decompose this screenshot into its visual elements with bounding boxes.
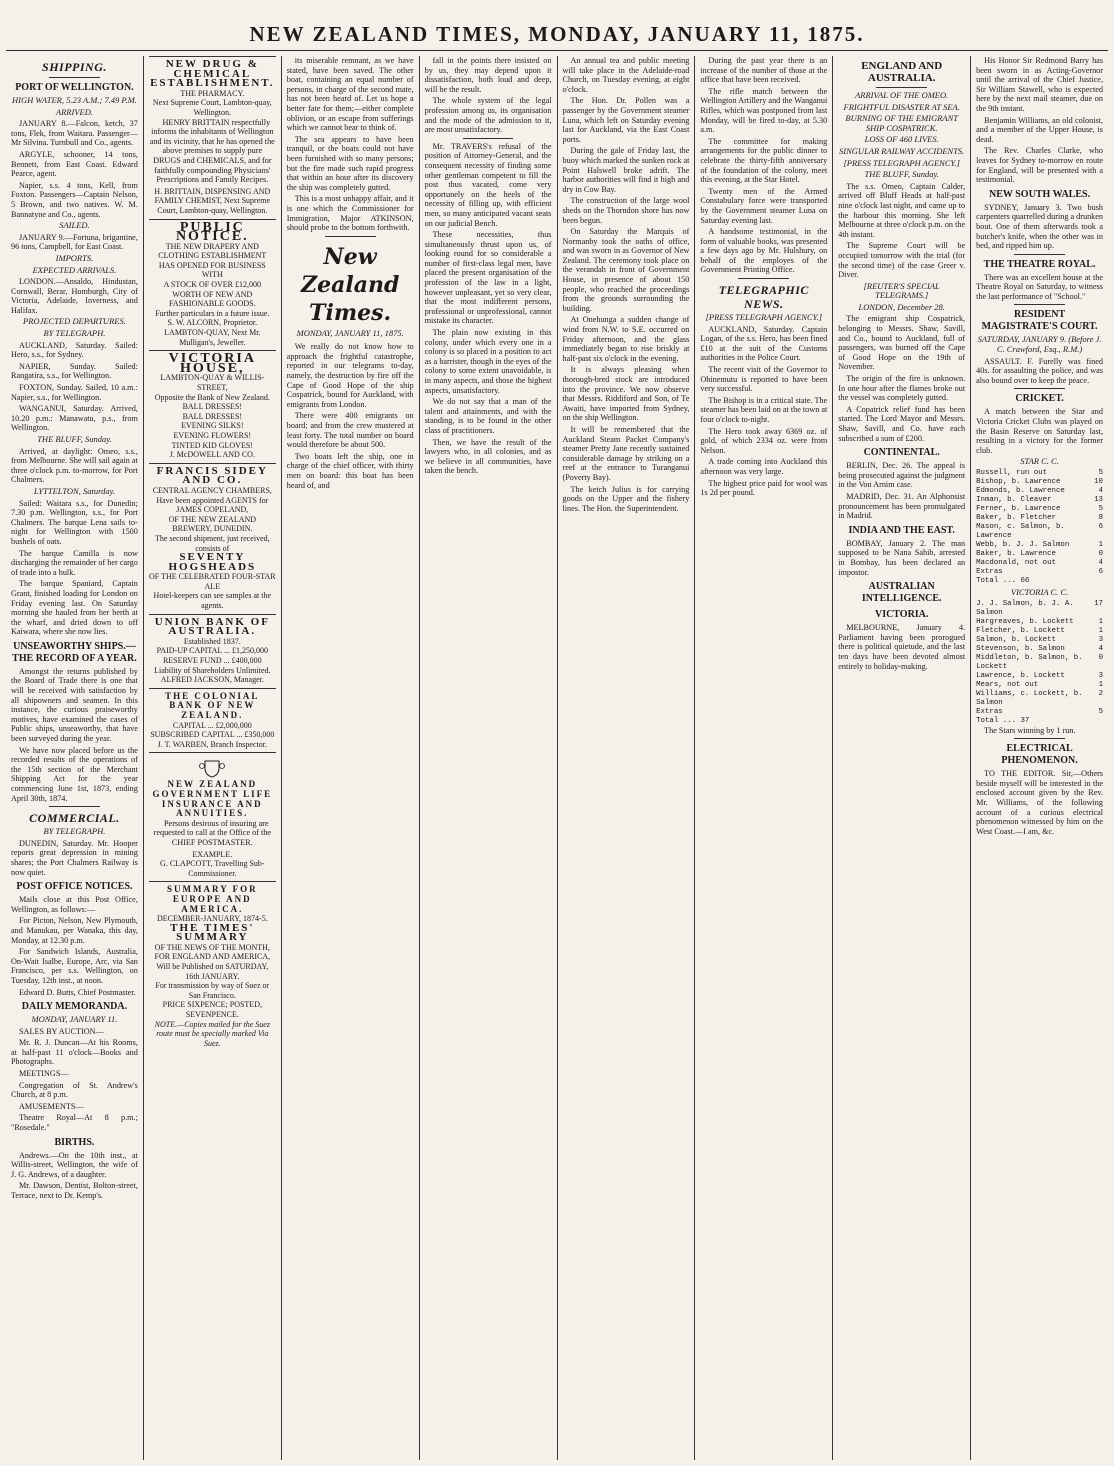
article-paragraph: fall in the points there insisted on by us, they may depend upon it dissatisfaction, both loud and deep, will be the result. <box>424 56 552 94</box>
runs: 6 <box>1098 568 1103 576</box>
article-paragraph: LONDON.—Ansaldo, Hindustan, Cornwall, Berar, Homburgh, City of Victoria, Adelaide, Inverness, and Halifax. <box>11 277 138 315</box>
subheading: FRIGHTFUL DISASTER AT SEA. <box>843 101 960 112</box>
runs: 8 <box>1098 514 1103 522</box>
article-paragraph: Twenty men of the Armed Constabulary force were transported by the Government steamer Luna on Saturday evening last. <box>700 186 828 225</box>
score-row <box>976 568 1103 577</box>
runs: 3 <box>1098 635 1103 644</box>
batsman-name: Stevenson, b. Salmon <box>976 644 1065 653</box>
article-paragraph: We have now placed before us the recorded results of the operations of the 15th section of the Merchant Shipping Act for the year commencing June 1st, 1873, ending April 30th, 1874. <box>11 745 138 803</box>
commercial-heading: COMMERCIAL. <box>29 811 120 826</box>
score-row <box>976 618 1103 627</box>
telegraphic-news-heading: TELEGRAPHIC NEWS. <box>718 283 809 312</box>
score-row <box>976 645 1103 654</box>
runs: 5 <box>1098 505 1103 513</box>
subheading: ARRIVAL OF THE OMEO. <box>855 90 949 100</box>
article-paragraph: MADRID, Dec. 31. An Alphonsist pronouncement has been promulgated in Madrid. <box>838 491 966 521</box>
ad-line: DECEMBER-JANUARY, 1874-5. <box>156 914 268 924</box>
by-telegraph-heading: BY TELEGRAPH. <box>43 826 106 837</box>
article-paragraph: Edward D. Butts, Chief Postmaster. <box>19 987 136 997</box>
theatre-royal-heading: THE THEATRE ROYAL. <box>983 258 1096 270</box>
batsman-name: Extras <box>976 568 1003 576</box>
ad-line: CAPITAL ... £2,000,000 <box>172 720 252 730</box>
divider <box>463 138 514 139</box>
court-date: SATURDAY, JANUARY 9. (Before J. C. Crawford, Esq., R.M.) <box>977 334 1102 355</box>
article-paragraph: AUCKLAND, Saturday. Sailed: Hero, s.s., for Sydney. <box>11 340 138 360</box>
score-row <box>976 654 1103 672</box>
score-row <box>976 496 1103 505</box>
divider <box>325 236 376 237</box>
runs: 13 <box>1094 496 1103 504</box>
article-paragraph: Mr. Dawson, Dentist, Bolton-street, Terrace, next to Dr. Kemp's. <box>11 1181 138 1200</box>
article-paragraph: Napier, s.s. 4 tons, Kell, from Foxton. Passengers—Captain Nelson, 5 Brown, and two natives. W. M. Bannatyne and Co., agents. <box>11 180 138 219</box>
article-paragraph: SYDNEY, January 3. Two bush carpenters quarrelled during a drunken bout. One of them afterwards took a butcher's knife, when the other was in bed, and ripped him up. <box>976 202 1103 251</box>
batsman-name: Russell, run out <box>976 469 1048 477</box>
article-paragraph: The construction of the large wool sheds on the Thorndon shore has now been begun. <box>562 196 690 225</box>
ad-subtitle: Established 1837. <box>183 636 241 646</box>
ad-title: NEW DRUG & CHEMICAL ESTABLISHMENT. <box>150 58 275 90</box>
batsman-name: Extras <box>976 707 1003 716</box>
column-2-advertisements <box>144 56 282 1460</box>
divider <box>1014 388 1065 389</box>
article-paragraph: AUCKLAND, Saturday. Captain Logan, of the s.s. Hero, has been fined £10 at the suit of the Customs authorities in the Police Court. <box>700 324 828 363</box>
article-paragraph: At Onehunga a sudden change of wind from N.W. to S.E. occurred on Friday afternoon, and the glass immediately began to rise briskly at half-past six o'clock in the evening. <box>562 315 690 363</box>
ad-subtitle: LAMBTON-QUAY & WILLIS-STREET, <box>160 373 265 392</box>
batsman-name: Edmonds, b. Lawrence <box>976 487 1065 495</box>
advertisement-public-notice <box>149 219 276 351</box>
advertisement-sidey <box>149 463 276 614</box>
article-paragraph: ASSAULT. F. Furelly was fined 40s. for assaulting the police, and was also bound over to keep the peace. <box>976 356 1103 385</box>
column-5 <box>558 56 696 1460</box>
ad-body: HENRY BRITTAIN respectfully informs the inhabitants of Wellington and its vicinity, that he has opened the above premises to supply pure DRUGS and CHEMICALS, and for faithfully compounding Physicians' Prescriptions and Family Recipes. <box>149 117 275 185</box>
ad-line: SEVENTY HOGSHEADS <box>168 551 257 573</box>
electrical-heading: ELECTRICAL PHENOMENON. <box>1001 743 1078 767</box>
article-paragraph: This is a most unhappy affair, and it is one which the Commissioner for Immigration, Major ATKINSON, should probe to the bottom forthwith. <box>286 194 414 233</box>
ad-note: NOTE.—Copies mailed for the Suez route must be specially marked Via Suez. <box>154 1019 270 1048</box>
nsw-heading: NEW SOUTH WALES. <box>989 188 1091 200</box>
score-row <box>976 523 1103 541</box>
article-paragraph: BOMBAY, January 2. The man supposed to be Nana Sahib, arrested in Bombay, has been declared an impostor. <box>838 538 966 577</box>
total-line: Total ... 37 <box>976 716 1030 725</box>
ad-line: OF THE NEW ZEALAND BREWERY, DUNEDIN. <box>168 514 257 534</box>
article-paragraph: BERLIN, Dec. 26. The appeal is being prosecuted against the judgment in the Von Arnim case. <box>838 461 966 490</box>
article-paragraph: The committee for making arrangements for the public dinner to celebrate the thirty-fifth anniversary of the foundation of the colony, meet this evening, at the Star Hotel. <box>700 136 828 185</box>
victoria-club-heading: VICTORIA C. C. <box>1010 587 1069 597</box>
ad-line: JAMES COPELAND, <box>176 505 249 515</box>
runs: 2 <box>1098 689 1103 698</box>
batsman-name: Baker, b. Fletcher <box>976 514 1056 522</box>
article-paragraph: The highest price paid for wool was 1s 2d per pound. <box>700 478 828 498</box>
ad-address: Next Supreme Court, Lambton-quay, Wellington. <box>152 98 272 117</box>
ad-subtitle: CENTRAL AGENCY CHAMBERS, <box>152 485 272 495</box>
score-row <box>976 514 1103 523</box>
article-paragraph: The Bishop is in a critical state. The steamer has been laid on at the town at four o'clock to-night. <box>700 395 828 424</box>
article-paragraph: On Saturday the Marquis of Normanby took the oaths of office, and was sworn in as Governor of New Zealand. The ceremony took place on the verandah in front of Government House, in presence of about 150 people, who reached the proceedings from the grounds surrounding the building. <box>562 227 690 313</box>
column-3 <box>282 56 420 1460</box>
batsman-name: Ferner, b. Lawrence <box>976 505 1061 513</box>
article-paragraph: For Sandwich Islands, Australia, On-Wait Isalbe, Europe, Arc, via San Francisco, per s.s. Wellington, on Tuesday, 12th inst., at noon. <box>11 947 138 985</box>
shipping-heading: SHIPPING. <box>42 60 107 74</box>
subheading: SINGULAR RAILWAY ACCIDENTS. <box>839 145 965 156</box>
score-row <box>976 690 1103 708</box>
unseaworthy-heading: UNSEAWORTHY SHIPS.—THE RECORD OF A YEAR. <box>12 640 137 664</box>
article-paragraph: Sailed: Waitara s.s., for Dunedin; 7.30 p.m. Wellington, s.s., for Port Chalmers. The barque Lena sails to-night for Wellington with 1500 bushels of oats. <box>11 498 138 546</box>
masthead: NEW ZEALAND TIMES, MONDAY, JANUARY 11, 1875. <box>249 22 865 46</box>
column-4 <box>420 56 558 1460</box>
victoria-heading: VICTORIA. <box>874 609 929 621</box>
total-line: Total ... 66 <box>976 577 1030 585</box>
ad-line: BALL DRESSES! <box>182 411 243 421</box>
australian-intelligence-heading: AUSTRALIAN INTELLIGENCE. <box>861 581 942 605</box>
ad-line: THE TIMES' SUMMARY <box>170 921 255 944</box>
article-paragraph: A handsome testimonial, in the form of valuable books, was presented a few days ago by Mr. Hulshury, on behalf of the employes of the Government Printing Office. <box>700 227 828 275</box>
ad-signature: J. McDOWELL AND CO. <box>169 450 255 460</box>
ad-title: PUBLIC NOTICE. <box>175 219 249 245</box>
article-paragraph: The whole system of the legal profession among us, its organisation and the mode of the admission to it, are most unsatisfactory. <box>424 96 552 135</box>
article-paragraph: An annual tea and public meeting will take place in the Adelaide-road Church, on Tuesday evening, at eight o'clock. <box>562 56 690 94</box>
batsman-name: Salmon, b. Lockett <box>976 635 1056 644</box>
article-paragraph: The recent visit of the Governor to Ohinemutu is reported to have been very successful. <box>700 365 828 394</box>
article-paragraph: Mr. R. J. Duncan—At his Rooms, at half-past 11 o'clock—Books and Photographs. <box>11 1038 138 1067</box>
score-row <box>976 681 1103 690</box>
article-paragraph: A match between the Star and Victoria Cricket Clubs was played on the Basin Reserve on Saturday last, resulting in a victory for the former club. <box>976 407 1103 455</box>
ad-line: PAID-UP CAPITAL ... £1,250,000 <box>156 646 268 656</box>
ad-signature: J. T. WARBEN, Branch Inspector. <box>157 739 267 749</box>
article-paragraph: The barque Spaniard, Captain Grant, finished loading for London on Friday evening last. On Saturday morning she hauled from her berth at the wharf, and dried down to off Kaiwara, where she now lies. <box>11 579 138 637</box>
coat-of-arms-icon <box>199 758 225 778</box>
score-row <box>976 559 1103 568</box>
advertisement-pharmacy <box>149 56 276 219</box>
score-row <box>976 636 1103 645</box>
ad-line: EXAMPLE. <box>192 849 233 859</box>
article-paragraph: The Supreme Court will be occupied tomorrow with the trial (for the second time) of the case Greer v. Diver. <box>838 241 966 280</box>
batsman-name: Lawrence, b. Lockett <box>976 671 1065 680</box>
runs: 17 <box>1094 599 1103 608</box>
article-paragraph: JANUARY 8.—Falcon, ketch, 37 tons, Flek, from Waitara. Passenger—Mr Silvina. Turnbull and Co., agents. <box>11 119 138 148</box>
ad-line: EVENING FLOWERS! <box>173 430 252 440</box>
high-water: HIGH WATER, 5.23 A.M.; 7.49 P.M. <box>12 95 137 105</box>
ad-line: A STOCK OF OVER £12,000 WORTH OF NEW AND FASHIONABLE GOODS. <box>163 280 262 309</box>
article-paragraph: The plain now existing in this colony, under which every one in a colony is so placed in a position to act as a barrister, though in the eyes of the colony to some extent unavoidable, is in many aspects, and those the highest aspects, unsatisfactory. <box>424 328 552 395</box>
ad-signature: S. W. ALCORN, Proprietor. <box>167 318 258 328</box>
ad-line: TINTED KID GLOVES! <box>171 440 253 450</box>
bluff-heading: THE BLUFF, Sunday. <box>37 434 112 444</box>
batsman-name: J. J. Salmon, b. J. A. Salmon <box>976 599 1074 617</box>
batsman-name: Fletcher, b. Lockett <box>976 626 1065 635</box>
column-8 <box>971 56 1108 1460</box>
newspaper-title: New Zealand Times. <box>301 243 400 326</box>
divider <box>1014 254 1065 255</box>
article-paragraph: DUNEDIN, Saturday. Mr. Hooper reports great depression in mining shares; the Port Chalmers Railway is now quiet. <box>11 838 138 877</box>
runs: 6 <box>1098 523 1103 531</box>
article-paragraph: its miserable remnant, as we have stated, have been saved. The other boat, containing an equal number of persons, in charge of the second mate, has not been heard of. Let us hope a better fate for them;—either complete oblivion, or an escape from sufferings which we cannot bear to think of. <box>286 56 414 133</box>
ad-line: SUBSCRIBED CAPITAL ... £350,000 <box>150 730 275 740</box>
lyttelton-heading: LYTTELTON, Saturday. <box>33 485 116 496</box>
article-paragraph: It will be remembered that the Auckland Steam Packet Company's steamer Pretty Jane recently sustained considerable damage by striking on a reef at the entrance to Turanganui (Poverty Bay). <box>562 424 690 482</box>
ad-line: Opposite the Bank of New Zealand. <box>154 392 270 402</box>
batsman-name: Bishop, b. Lawrence <box>976 478 1061 486</box>
sales-heading: SALES BY AUCTION— <box>19 1026 104 1036</box>
runs: 10 <box>1094 478 1103 486</box>
victoria-total <box>976 717 1103 726</box>
article-paragraph: Andrews.—On the 10th inst., at Willis-street, Wellington, the wife of J. G. Andrews, of a daughter. <box>11 1150 138 1179</box>
subheading: BURNING OF THE EMIGRANT SHIP COSPATRICK. <box>845 113 958 133</box>
batsman-name: Hargreaves, b. Lockett <box>976 617 1074 626</box>
continental-heading: CONTINENTAL. <box>863 447 940 459</box>
score-row <box>976 600 1103 618</box>
ad-title: VICTORIA HOUSE, <box>168 351 256 376</box>
batsman-name: Middleton, b. Salmon, b. Lockett <box>976 653 1083 671</box>
reuters-credit: [REUTER'S SPECIAL TELEGRAMS.] <box>863 280 940 301</box>
star-scorecard <box>976 469 1103 577</box>
advertisement-victoria-house <box>149 350 276 463</box>
article-paragraph: Mr. TRAVERS's refusal of the position of Attorney-General, and the consequent necessity of finding some other gentleman competent to fill the post thus vacated, come very opportunely on the heels of the necessity of filling up, with efficient men, so many anticipated vacant seats on our judicial Bench. <box>424 141 552 228</box>
india-east-heading: INDIA AND THE EAST. <box>848 524 955 536</box>
press-agency-credit: [PRESS TELEGRAPH AGENCY.] <box>705 312 823 323</box>
batsman-name: Baker, b. Lawrence <box>976 550 1056 558</box>
article-paragraph: Then, we have the result of the lawyers who, in all colonies, and as we believe in all communities, have taken the bench. <box>424 437 552 476</box>
runs: 1 <box>1098 541 1103 549</box>
article-paragraph: We do not say that a man of the talent and attainments, and with the standing, is to be found in the other class of practitioners. <box>424 397 552 435</box>
batsman-name: Williams, c. Lockett, b. Salmon <box>976 689 1083 707</box>
divider <box>738 278 789 279</box>
article-paragraph: There was an excellent house at the Theatre Royal on Saturday, to witness the last performance of "School." <box>976 272 1103 301</box>
post-office-heading: POST OFFICE NOTICES. <box>16 881 133 893</box>
column-7 <box>833 56 971 1460</box>
article-paragraph: The ketch Julius is for carrying goods on the Upper and the fishery lines. The Hon. the Superintendent. <box>562 484 690 513</box>
columns <box>6 56 1108 1460</box>
article-paragraph: It is always pleasing when thorough-bred stock are introduced into the province. We now observe that Messrs. Riddiford and Son, of Te Awaiti, have imported from Sydney, on the ship Wellington. <box>562 365 690 423</box>
article-paragraph: The Hero took away 6369 oz. of gold, of which 2334 oz. were from Nelson. <box>700 426 828 455</box>
imports-heading: IMPORTS. <box>55 252 94 263</box>
article-paragraph: JANUARY 9.—Fortuna, brigantine, 96 tons, Campbell, for East Coast. <box>11 232 138 252</box>
runs: 1 <box>1098 617 1103 626</box>
dateline: THE BLUFF, Sunday. <box>864 169 939 180</box>
runs: 1 <box>1098 626 1103 635</box>
article-paragraph: The origin of the fire is unknown. In one hour after the flames broke out the vessel was completely gutted. <box>838 374 966 403</box>
ad-title: FRANCIS SIDEY AND CO. <box>156 464 268 487</box>
article-paragraph: The emigrant ship Cospatrick, belonging to Messrs. Shaw, Savill, and Co., bound to Auckland, full of passengers, was burned off the Cape of Good Hope on the 19th of November. <box>838 314 966 372</box>
article-paragraph: The sea appears to have been tranquil, or the boats could not have been furnished with so many persons; but the fire made such rapid progress that within an hour after its discovery the ship was completely gutted. <box>286 134 414 192</box>
expected-heading: EXPECTED ARRIVALS. <box>32 264 117 275</box>
article-paragraph: Benjamin Williams, an old colonist, and a member of the Upper House, is dead. <box>976 115 1103 144</box>
ad-line: OF THE CELEBRATED FOUR-STAR ALE <box>149 572 276 591</box>
article-paragraph: The barque Camilla is now discharging the remainder of her cargo of trade into a hulk. <box>11 548 138 577</box>
ad-title: UNION BANK OF AUSTRALIA. <box>154 615 270 638</box>
batsman-name: Inman, b. Cleaver <box>976 496 1052 504</box>
ad-line: EVENING SILKS! <box>181 421 244 431</box>
advertisement-life-insurance <box>149 752 276 881</box>
advertisement-summary <box>149 881 276 1051</box>
ad-line: For transmission by way of Suez or San Francisco. <box>155 981 270 1000</box>
runs: 1 <box>1098 680 1103 689</box>
amusements-heading: AMUSEMENTS— <box>19 1101 84 1111</box>
advertisement-union-bank <box>149 614 276 688</box>
score-row <box>976 627 1103 636</box>
ad-line: OF THE NEWS OF THE MONTH, FOR ENGLAND AND AMERICA, <box>154 942 271 962</box>
ad-line: Liability of Shareholders Unlimited. <box>154 665 271 675</box>
runs: 0 <box>1098 550 1103 558</box>
article-paragraph: Congregation of St. Andrew's Church, at 8 p.m. <box>11 1080 138 1100</box>
ad-address: LAMBTON-QUAY, Next Mr. Mulligan's, Jeweller. <box>164 328 261 347</box>
ad-line: PRICE SIXPENCE; POSTED, SEVENPENCE. <box>162 1000 262 1020</box>
runs: 3 <box>1098 671 1103 680</box>
score-row <box>976 550 1103 559</box>
ad-line: Further particulars in a future issue. <box>155 308 270 318</box>
batsman-name: Mears, not out <box>976 680 1039 689</box>
score-row <box>976 469 1103 478</box>
article-paragraph: Arrived, at daylight: Omeo, s.s., from Melbourne. She will sail again at three o'clock p.m. to-morrow, for Port Chalmers. <box>11 446 138 485</box>
runs: 4 <box>1098 559 1103 567</box>
score-row <box>976 505 1103 514</box>
score-row <box>976 708 1103 717</box>
ad-subtitle: THE PHARMACY. <box>180 88 245 98</box>
ad-signature: ALFRED JACKSON, Manager. <box>160 675 264 685</box>
ad-line: The second shipment, just received, consists of <box>154 533 270 553</box>
article-paragraph: There were 400 emigrants on board; and from the crew mustered at least forty. The total number on board would therefore be about 500. <box>286 411 414 450</box>
by-telegraph-heading: BY TELEGRAPH. <box>43 328 106 339</box>
runs: 4 <box>1098 644 1103 653</box>
daily-memoranda-heading: DAILY MEMORANDA. <box>21 1001 128 1013</box>
ad-line: Have been appointed AGENTS for <box>156 495 269 505</box>
star-total <box>976 577 1103 586</box>
ad-signature: H. BRITTAIN, DISPENSING AND FAMILY CHEMIST, Next Supreme Court, Lambton-quay, Wellington. <box>154 186 271 215</box>
runs: 0 <box>1098 653 1103 662</box>
sailed-heading: SAILED. <box>59 220 90 231</box>
ad-body: Persons desirous of insuring are requested to call at the Office of the CHIEF POSTMASTER. <box>153 818 271 847</box>
port-heading: PORT OF WELLINGTON. <box>15 82 134 93</box>
batsman-name: Macdonald, not out <box>976 559 1056 567</box>
ad-line: HAS OPENED FOR BUSINESS WITH <box>158 260 266 280</box>
cricket-heading: CRICKET. <box>1015 393 1064 405</box>
article-paragraph: A trade coming into Auckland this afternoon was very large. <box>700 457 828 476</box>
article-paragraph: His Honor Sir Redmond Barry has been sworn in as Acting-Governor until the arrival of the Chief Justice, Sir William Stawell, who is expected here by the next mail steamer, due on the 9th instant. <box>976 56 1103 113</box>
batsman-name: Mason, c. Salmon, b. Lawrence <box>976 523 1065 540</box>
births-heading: BIRTHS. <box>54 1136 95 1148</box>
meetings-heading: MEETINGS— <box>19 1069 69 1079</box>
article-paragraph: WANGANUI, Saturday. Arrived, 10.20 p.m.: Manawatu, p.s., from Wellington. <box>11 404 138 433</box>
article-paragraph: TO THE EDITOR. Sir,—Others beside myself will be interested in the enclosed account given by the Rev. Mr. Williams, of the following account of a curious electrical phenomenon witnessed by him on the West Coast.—I am, &c. <box>976 769 1103 836</box>
ad-line: THE NEW DRAPERY AND CLOTHING ESTABLISHMENT <box>158 241 267 261</box>
divider <box>49 806 100 807</box>
ad-title: SUMMARY FOR EUROPE AND AMERICA. <box>167 884 258 914</box>
article-paragraph: These necessities, thus simultaneously thrust upon us, of looking round for so considerable a number of first-class legal men, have placed the present organisation of the profession of the law in a light, however unpleasant, yet so very clear, that the most indifferent persons, professional or unprofessional, cannot mistake its character. <box>424 230 552 326</box>
ad-line: Hotel-keepers can see samples at the agents. <box>153 591 272 611</box>
star-club-heading: STAR C. C. <box>1020 456 1059 467</box>
article-paragraph: MELBOURNE, January 4. Parliament having been prorogued there is political quietude, and the last ten days have been devoted almost entirely to holiday-making. <box>838 623 966 671</box>
england-australia-heading: ENGLAND AND AUSTRALIA. <box>861 60 943 84</box>
victoria-scorecard <box>976 600 1103 717</box>
editorial-dateline: MONDAY, JANUARY 11, 1875. <box>296 327 404 338</box>
resident-magistrate-heading: RESIDENT MAGISTRATE'S COURT. <box>981 309 1098 333</box>
article-paragraph: For Picton, Nelson, New Plymouth, and Manukau, per Wanaka, this day, Monday, at 12.30 p.m. <box>11 916 138 945</box>
article-paragraph: Amongst the returns published by the Board of Trade there is one that will be received with satisfaction by all shipowners and seamen. In this instance, the curious praiseworthy motives, have examined the cases of Public ships, unseaworthy, that have been surveyed during the year. <box>11 666 138 744</box>
projected-heading: PROJECTED DEPARTURES. <box>23 316 126 327</box>
article-paragraph: NAPIER, Sunday. Sailed: Rangatira, s.s., for Wellington. <box>11 361 138 381</box>
score-row <box>976 487 1103 496</box>
arrived-heading: ARRIVED. <box>55 106 93 117</box>
article-paragraph: The Hon. Dr. Pollen was a passenger by the Government steamer Luna, which left on Saturday evening last for Auckland, via the East Coast ports. <box>562 96 690 144</box>
press-agency-credit: [PRESS TELEGRAPH AGENCY.] <box>843 157 960 168</box>
column-6 <box>695 56 833 1460</box>
divider <box>49 77 100 78</box>
masthead-rule <box>6 50 1108 51</box>
runs: 4 <box>1098 487 1103 495</box>
ad-title: THE COLONIAL BANK OF NEW ZEALAND. <box>165 690 260 720</box>
ad-line: RESERVE FUND ... £400,000 <box>162 656 262 666</box>
ad-line: Will be Published on SATURDAY, 16th JANUARY. <box>156 962 269 981</box>
batsman-name: Webb, b. J. J. Salmon <box>976 541 1070 549</box>
article-paragraph: Two boats left the ship, one in charge of the chief officer, with thirty men on board: this boat has been heard of, and <box>286 451 414 490</box>
article-paragraph: We really do not know how to approach the frightful catastrophe, reported in our telegrams to-day, namely, the destruction by fire off the Cape of Good Hope of the ship Cospatrick, bound for Auckland, with emigrants from London. <box>286 342 414 409</box>
article-paragraph: The rifle match between the Wellington Artillery and the Wanganui Rifles, which was postponed from last Monday, will be fired to-day, at 5.30 a.m. <box>700 86 828 135</box>
article-paragraph: Theatre Royal—At 8 p.m.; "Rosedale." <box>11 1113 138 1133</box>
article-paragraph: The s.s. Omeo, Captain Calder, arrived off Bluff Heads at half-past nine o'clock last night, and came up to the harbour this morning. She left Melbourne at three o'clock p.m. on the 4th instant. <box>838 181 966 239</box>
runs: 5 <box>1098 707 1103 716</box>
article-paragraph: Mails close at this Post Office, Wellington, as follows:— <box>11 895 138 914</box>
ad-signature: G. CLAPCOTT, Travelling Sub-Commissioner. <box>160 859 265 878</box>
article-paragraph: During the gale of Friday last, the buoy which marked the sunken rock at Point Halswell broke adrift. The harbor authorities will find it high and dry in Cow Bay. <box>562 146 690 194</box>
divider <box>876 87 927 88</box>
column-1 <box>6 56 144 1460</box>
divider <box>1014 304 1065 305</box>
subheading: LOSS OF 460 LIVES. <box>864 134 939 145</box>
ad-title: NEW ZEALAND GOVERNMENT LIFE INSURANCE AND ANNUITIES. <box>152 779 273 819</box>
dateline: LONDON, December 28. <box>858 301 945 312</box>
runs: 5 <box>1098 469 1103 477</box>
article-paragraph: During the past year there is an increase of the number of those at the office that have been received. <box>700 56 828 85</box>
article-paragraph: FOXTON, Sunday. Sailed, 10 a.m.: Napier, s.s., for Wellington. <box>11 383 138 402</box>
divider <box>1014 738 1065 739</box>
daily-date: MONDAY, JANUARY 11. <box>31 1014 118 1025</box>
article-paragraph: A Copatrick relief fund has been started. The Lord Mayor and Messrs. Shaw, Savill, and Co. have each subscribed a sum of £200. <box>838 404 966 443</box>
article-paragraph: The Rev. Charles Clarke, who leaves for Sydney to-morrow en route for England, will be presented with a testimonial. <box>976 146 1103 185</box>
score-row <box>976 541 1103 550</box>
score-row <box>976 478 1103 487</box>
score-row <box>976 672 1103 681</box>
article-paragraph: ARGYLE, schooner, 14 tons, Bennett, from East Coast. Edward Pearce, agent. <box>11 149 138 179</box>
advertisement-colonial-bank <box>149 688 276 753</box>
ad-line: BALL DRESSES! <box>182 402 243 412</box>
match-result: The Stars winning by 1 run. <box>984 725 1076 735</box>
